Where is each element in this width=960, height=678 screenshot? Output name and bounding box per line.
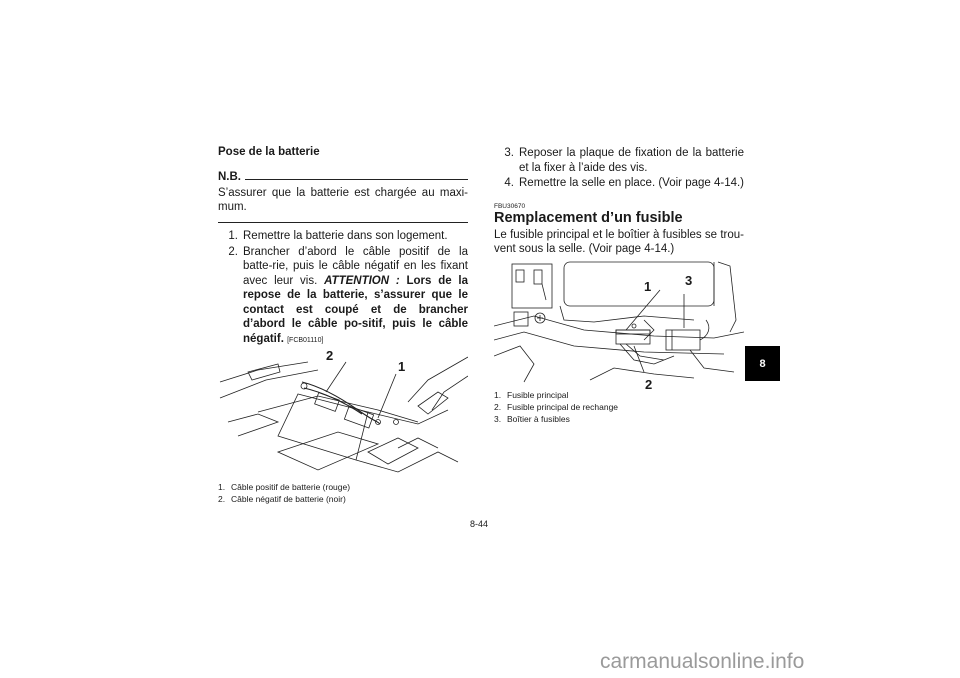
right-column xyxy=(494,146,744,425)
step-item xyxy=(218,229,468,244)
nb-rule xyxy=(245,179,468,180)
callout-1: 1 xyxy=(398,359,406,374)
battery-illustration xyxy=(218,352,468,477)
chapter-tab: 8 xyxy=(745,346,780,381)
callout-3: 3 xyxy=(685,272,693,288)
caption-number: 3. xyxy=(494,413,502,424)
step-text: Reposer la plaque de fixation de la batterie et la fixer à l’aide des vis. xyxy=(519,147,744,174)
caption-item xyxy=(494,401,744,413)
step-item xyxy=(494,146,744,175)
callout-2: 2 xyxy=(326,348,334,363)
caption-number: 2. xyxy=(494,401,502,412)
caption-text: Fusible principal xyxy=(507,389,569,400)
section-code: FBU30670 xyxy=(494,202,526,210)
left-column xyxy=(218,146,468,505)
caption-text: Câble négatif de batterie (noir) xyxy=(231,494,346,504)
left-steps xyxy=(218,229,468,348)
step-number: 2. xyxy=(228,245,238,258)
right-steps xyxy=(494,146,744,191)
step-number: 1. xyxy=(228,230,238,242)
nb-header xyxy=(218,171,468,183)
attention-label: ATTENTION : xyxy=(324,274,400,287)
attention-text: Lors de la repose de la batterie, s’assurer que le contact est coupé et de brancher d’abord le câble po-sitif, puis le câble négatif. xyxy=(243,274,468,345)
battery-install-heading: Pose de la batterie xyxy=(218,146,320,158)
right-figure-captions xyxy=(494,389,744,425)
callout-2: 2 xyxy=(645,376,653,392)
step-text: Remettre la selle en place. (Voir page 4-14.) xyxy=(519,177,745,189)
fuse-figure xyxy=(494,260,744,392)
watermark: carmanualsonline.info xyxy=(600,650,805,673)
caption-item xyxy=(494,413,744,425)
nb-label: N.B. xyxy=(218,171,241,183)
attention-code: [FCB01110] xyxy=(287,336,324,344)
left-figure-captions xyxy=(218,481,468,505)
fuse-replacement-heading: Remplacement d’un fusible xyxy=(494,209,683,226)
fuse-intro-text: Le fusible principal et le boîtier à fusibles se trou-vent sous la selle. (Voir page 4-14.) xyxy=(494,228,744,255)
step-number: 4. xyxy=(504,177,514,189)
callout-1: 1 xyxy=(644,278,652,294)
caption-text: Boîtier à fusibles xyxy=(507,413,570,424)
caption-number: 2. xyxy=(218,494,226,504)
step-text-with-attention xyxy=(243,245,468,349)
caption-item xyxy=(218,493,468,505)
caption-number: 1. xyxy=(494,389,502,400)
fuse-illustration xyxy=(494,260,744,385)
step-item xyxy=(494,176,744,191)
nb-text: S’assurer que la batterie est chargée au maxi-mum. xyxy=(218,187,468,213)
caption-text: Câble positif de batterie (rouge) xyxy=(231,482,351,492)
nb-end-rule xyxy=(218,222,468,223)
step-number: 3. xyxy=(504,147,514,159)
caption-text: Fusible principal de rechange xyxy=(507,401,619,412)
page-number: 8-44 xyxy=(470,519,489,529)
caption-number: 1. xyxy=(218,482,226,492)
battery-cable-figure xyxy=(218,348,468,477)
step-item xyxy=(218,245,468,349)
step-text: Brancher d’abord le câble positif de la batte-rie, puis le câble négatif en les fixant avec leur vis. xyxy=(243,245,468,287)
caption-item xyxy=(218,481,468,493)
step-text: Remettre la batterie dans son logement. xyxy=(243,230,448,242)
caption-item xyxy=(494,389,744,401)
